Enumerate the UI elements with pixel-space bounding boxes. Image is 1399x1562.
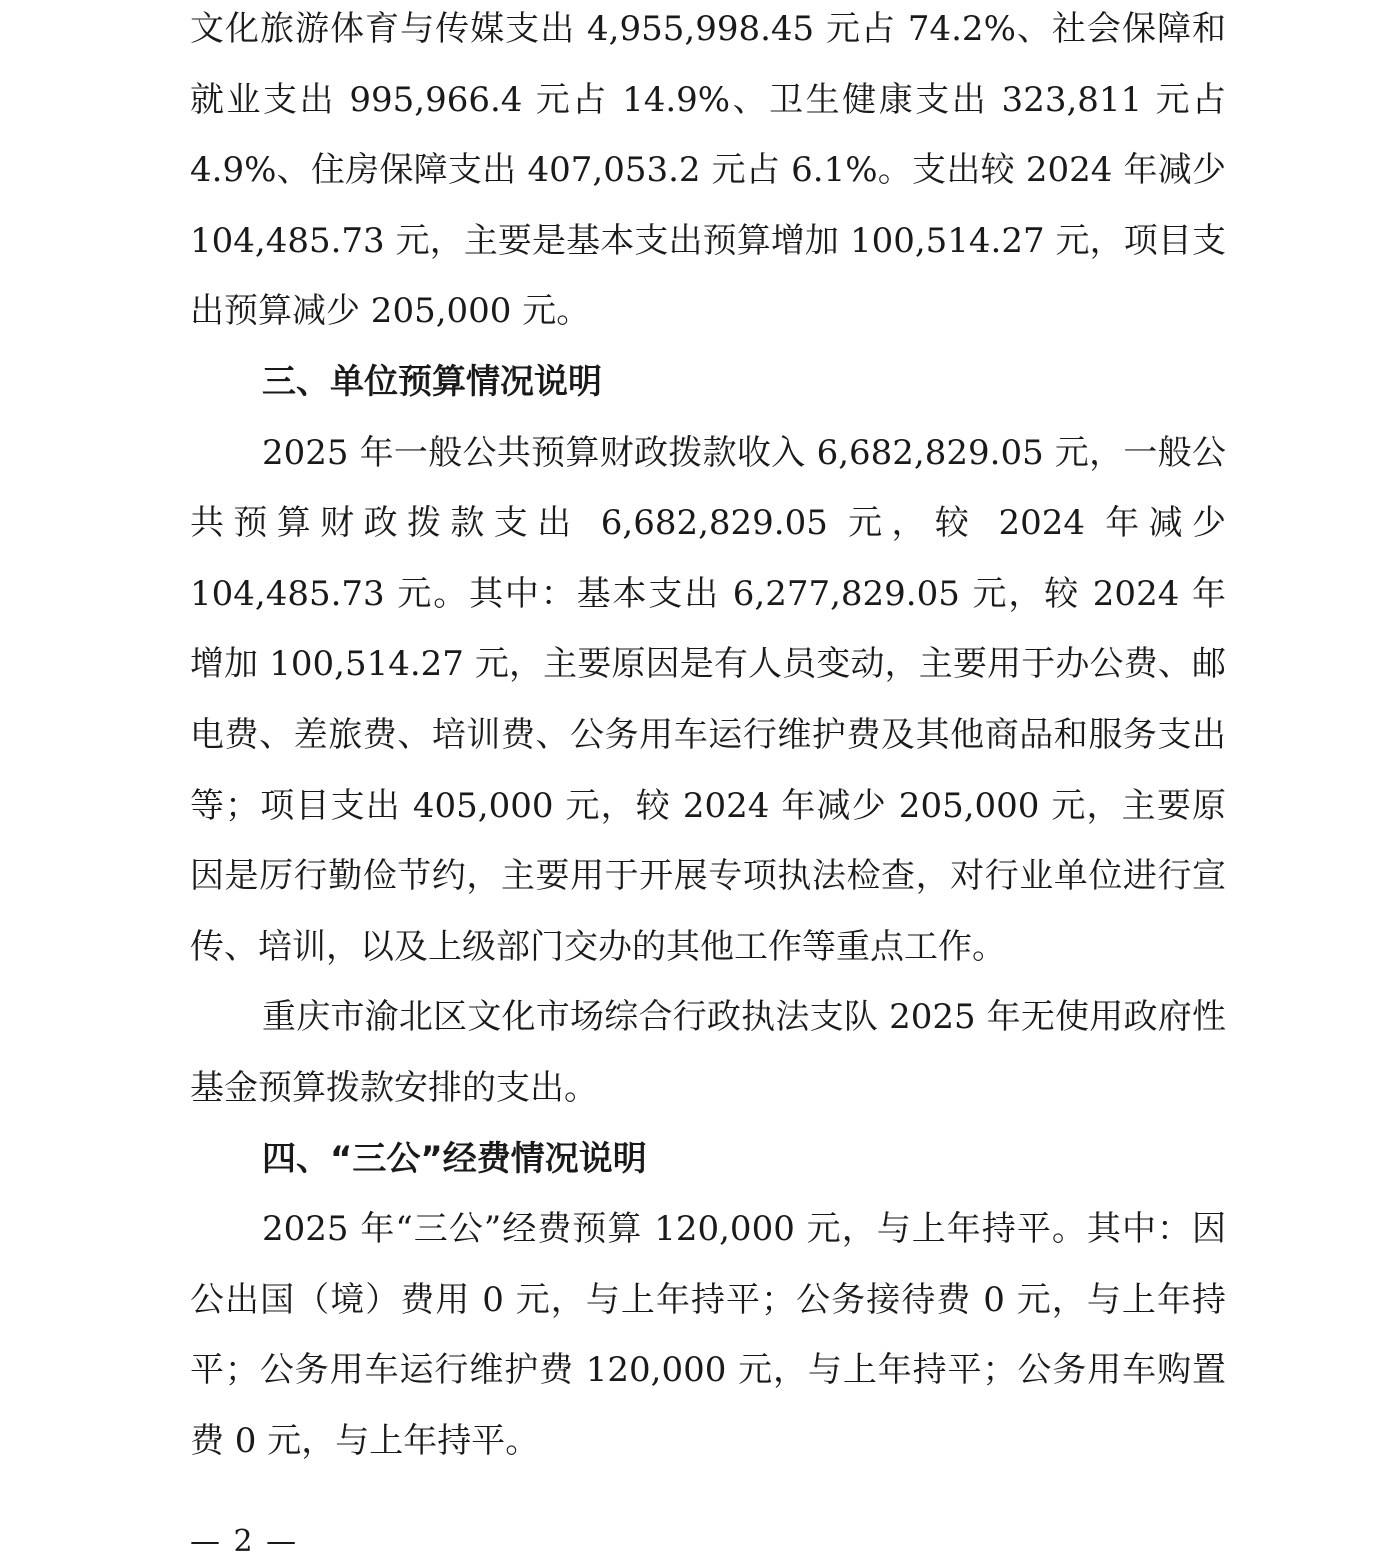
section-heading-three-public: 四、“三公”经费情况说明 bbox=[262, 1138, 647, 1179]
page-number: — 2 — bbox=[190, 1524, 299, 1559]
section-heading-unit-budget: 三、单位预算情况说明 bbox=[262, 361, 602, 402]
paragraph-expenditure-breakdown: 文化旅游体育与传媒支出 4,955,998.45 元占 74.2%、社会保障和就业支出 995,966.4 元占 14.9%、卫生健康支出 323,811 元占 4.9%、住房保障支出 407,053.2 元占 6.1%。支出较 2024 年减少 104,485.73 元，主要是基本支出预算增加 100,514.27 元，项目支出预算减少 205,000 元。 bbox=[190, 9, 1226, 332]
paragraph-fund-budget: 重庆市渝北区文化市场综合行政执法支队 2025 年无使用政府性基金预算拨款安排的支出。 bbox=[190, 997, 1226, 1108]
paragraph-general-budget: 2025 年一般公共预算财政拨款收入 6,682,829.05 元，一般公共预算财政拨款支出 6,682,829.05 元，较 2024 年减少 104,485.73 元。其中：基本支出 6,277,829.05 元，较 2024 年增加 100,514.27 元，主要原因是有人员变动，主要用于办公费、邮电费、差旅费、培训费、公务用车运行维护费及其他商品和服务支出等；项目支出 405,000 元，较 2024 年减少 205,000 元，主要原因是厉行勤俭节约，主要用于开展专项执法检查，对行业单位进行宣传、培训，以及上级部门交办的其他工作等重点工作。 bbox=[190, 432, 1226, 967]
paragraph-three-public-funds: 2025 年“三公”经费预算 120,000 元，与上年持平。其中：因公出国（境）费用 0 元，与上年持平；公务接待费 0 元，与上年持平；公务用车运行维护费 120,000 元，与上年持平；公务用车购置费 0 元，与上年持平。 bbox=[190, 1209, 1226, 1461]
document-page bbox=[190, 0, 1226, 1476]
